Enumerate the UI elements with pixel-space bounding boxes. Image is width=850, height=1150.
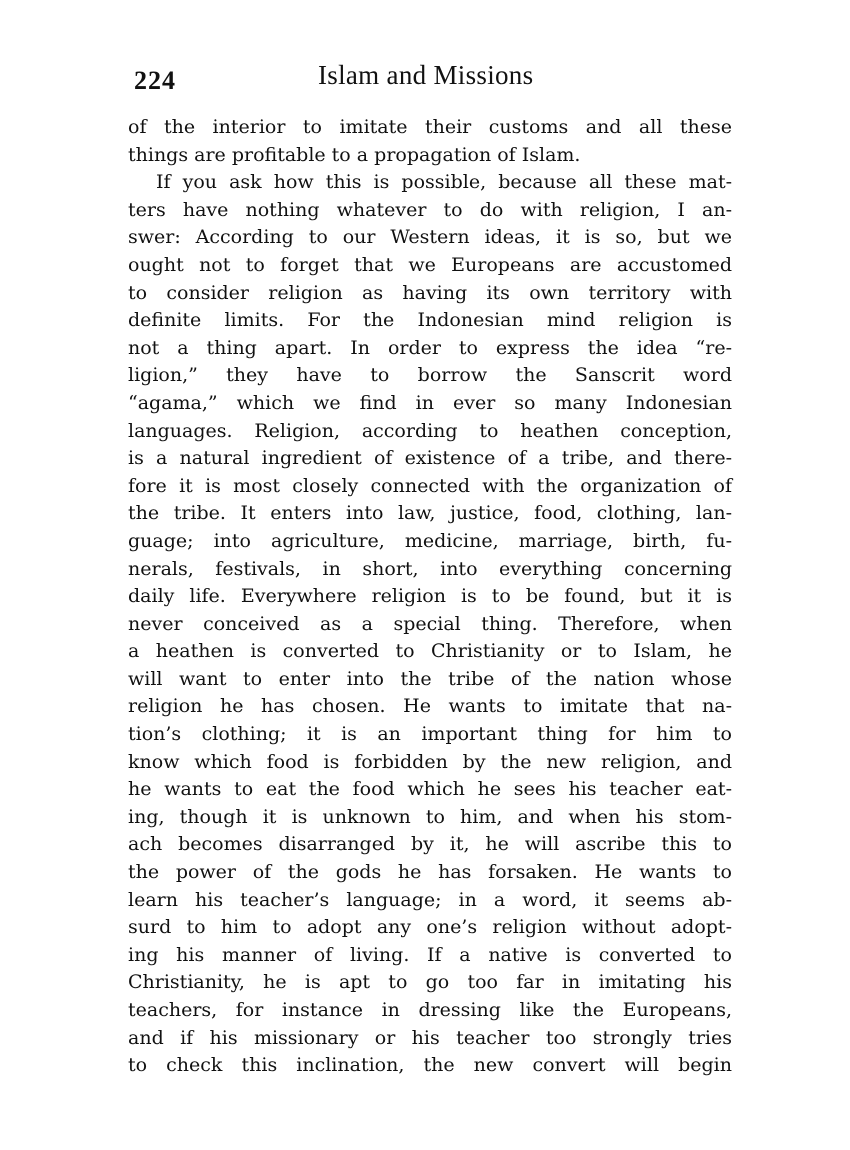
text-line: Christianity, he is apt to go too far in imitating his xyxy=(128,971,732,994)
text-line: swer: According to our Western ideas, it is so, but we xyxy=(128,226,732,249)
text-line: “agama,” which we find in ever so many Indonesian xyxy=(128,391,732,414)
page-number: 224 xyxy=(134,66,176,95)
text-line: learn his teacher’s language; in a word, it seems ab- xyxy=(128,888,732,911)
text-line: ters have nothing whatever to do with religion, I an- xyxy=(128,198,732,221)
text-line: ligion,” they have to borrow the Sanscrit word xyxy=(128,364,732,387)
text-line: never conceived as a special thing. Therefore, when xyxy=(128,612,732,635)
text-line: nerals, festivals, in short, into everything concerning xyxy=(128,557,732,580)
text-line: surd to him to adopt any one’s religion without adopt- xyxy=(128,916,732,939)
text-line: not a thing apart. In order to express the idea “re- xyxy=(128,336,732,359)
text-line: ought not to forget that we Europeans are accustomed xyxy=(128,253,732,276)
text-line: tion’s clothing; it is an important thing for him to xyxy=(128,723,732,746)
running-title: Islam and Missions xyxy=(318,60,534,90)
text-line: daily life. Everywhere religion is to be found, but it is xyxy=(128,585,732,608)
text-line: ing his manner of living. If a native is converted to xyxy=(128,943,732,966)
text-line: fore it is most closely connected with the organization of xyxy=(128,474,732,497)
text-line: the power of the gods he has forsaken. He wants to xyxy=(128,861,732,884)
text-line: know which food is forbidden by the new religion, and xyxy=(128,750,732,773)
text-line: is a natural ingredient of existence of a tribe, and there- xyxy=(128,447,732,470)
text-line: ach becomes disarranged by it, he will ascribe this to xyxy=(128,833,732,856)
text-line: teachers, for instance in dressing like the Europeans, xyxy=(128,999,732,1021)
text-line: to consider religion as having its own territory with xyxy=(128,281,732,304)
text-line: the tribe. It enters into law, justice, food, clothing, lan- xyxy=(128,502,732,525)
text-line: he wants to eat the food which he sees his teacher eat- xyxy=(128,778,732,801)
text-line: and if his missionary or his teacher too strongly tries xyxy=(128,1026,732,1049)
paragraph-first-line: If you ask how this is possible, because all these mat- xyxy=(156,171,732,194)
text-line: will want to enter into the tribe of the nation whose xyxy=(128,667,732,690)
text-line: definite limits. For the Indonesian mind religion is xyxy=(128,309,732,332)
body-text xyxy=(128,114,732,1080)
text-line: to check this inclination, the new convert will begin xyxy=(128,1054,732,1077)
text-line: languages. Religion, according to heathen conception, xyxy=(128,419,732,442)
text-line: of the interior to imitate their customs and all these xyxy=(128,116,732,138)
running-head xyxy=(134,60,724,94)
text-line: guage; into agriculture, medicine, marriage, birth, fu- xyxy=(128,529,732,552)
text-line: things are profitable to a propagation of Islam. xyxy=(128,143,581,166)
text-line: ing, though it is unknown to him, and when his stom- xyxy=(128,805,732,828)
text-line: religion he has chosen. He wants to imitate that na- xyxy=(128,695,732,718)
text-line: a heathen is converted to Christianity or to Islam, he xyxy=(128,640,732,663)
